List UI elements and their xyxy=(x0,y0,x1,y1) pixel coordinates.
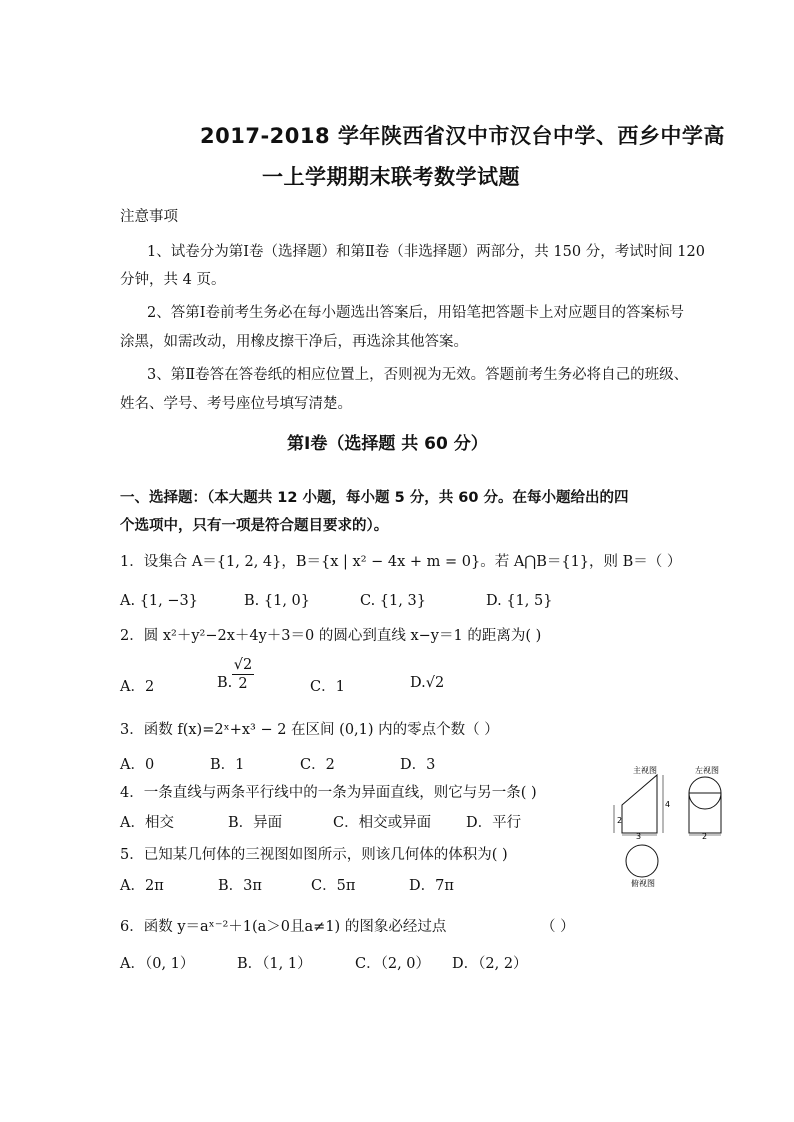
q2-option-a: A．2 xyxy=(120,679,155,695)
q2-option-b-fraction xyxy=(232,656,254,693)
side-view-label: 左视图 xyxy=(695,766,719,775)
front-view-shape xyxy=(622,775,657,833)
q3-option-a: A．0 xyxy=(120,757,155,773)
q1-option-a: A. {1, −3} xyxy=(120,593,198,609)
section1-line-1: 一、选择题：（本大题共 12 小题，每小题 5 分，共 60 分。在每小题给出的四 xyxy=(120,490,629,506)
section1-line-2: 个选项中，只有一项是符合题目要求的）。 xyxy=(120,518,389,534)
q6-option-b: B．（1, 1） xyxy=(237,956,312,972)
notice-item-3a: 3、第Ⅱ卷答在答卷纸的相应位置上，否则视为无效。答题前考生务必将自己的班级、 xyxy=(147,367,689,383)
q6-option-c: C．（2, 0） xyxy=(355,956,431,972)
q5-option-c: C．5π xyxy=(311,878,356,894)
q5-option-b: B．3π xyxy=(218,878,262,894)
q2-option-c: C．1 xyxy=(310,679,345,695)
q3-option-c: C．2 xyxy=(300,757,335,773)
top-view-circle xyxy=(626,845,658,877)
q4-option-d: D．平行 xyxy=(466,815,522,831)
q2-option-d: D.√2 xyxy=(410,675,445,691)
q3-option-d: D．3 xyxy=(400,757,436,773)
q2-stem: 2．圆 x²＋y²−2x＋4y＋3＝0 的圆心到直线 x−y＝1 的距离为( ) xyxy=(120,628,542,644)
notice-item-2b: 涂黑，如需改动，用橡皮擦干净后，再选涂其他答案。 xyxy=(120,334,468,350)
top-view-label: 俯视图 xyxy=(631,879,655,888)
title-line-1: 2017-2018 学年陕西省汉中市汉台中学、西乡中学高 xyxy=(200,124,725,148)
three-view-figure xyxy=(605,765,735,890)
notice-heading: 注意事项 xyxy=(120,209,178,225)
q1-option-b: B. {1, 0} xyxy=(244,593,310,609)
q6-option-a: A．（0, 1） xyxy=(120,956,195,972)
q5-option-d: D．7π xyxy=(409,878,454,894)
q3-option-b: B．1 xyxy=(210,757,245,773)
front-dim-4: 4 xyxy=(665,800,671,809)
q5-stem: 5．已知某几何体的三视图如图所示，则该几何体的体积为( ) xyxy=(120,847,508,863)
q4-option-a: A．相交 xyxy=(120,815,174,831)
q4-stem: 4．一条直线与两条平行线中的一条为异面直线，则它与另一条( ) xyxy=(120,785,537,801)
front-dim-2: 2 xyxy=(617,816,623,825)
q1-option-c: C. {1, 3} xyxy=(360,593,426,609)
q6-answer-blank: （ ） xyxy=(541,919,575,935)
q6-option-d: D．（2, 2） xyxy=(452,956,528,972)
q2-option-b-prefix: B. xyxy=(217,675,233,691)
notice-item-1b: 分钟，共 4 页。 xyxy=(120,272,226,288)
q1-option-d: D. {1, 5} xyxy=(486,593,553,609)
notice-item-1a: 1、试卷分为第Ⅰ卷（选择题）和第Ⅱ卷（非选择题）两部分，共 150 分，考试时间 120 xyxy=(147,244,705,260)
q4-option-b: B．异面 xyxy=(228,815,283,831)
notice-item-3b: 姓名、学号、考号座位号填写清楚。 xyxy=(120,396,352,412)
q2-option-b-numerator: √2 xyxy=(233,657,253,673)
front-view-label: 主视图 xyxy=(633,766,657,775)
front-dim-3: 3 xyxy=(636,832,642,841)
q1-stem: 1．设集合 A＝{1, 2, 4}，B＝{x | x² − 4x + m = 0}。若 A⋂B＝{1}，则 B＝（ ） xyxy=(120,554,682,570)
side-dim-2: 2 xyxy=(702,832,708,841)
notice-item-2a: 2、答第Ⅰ卷前考生务必在每小题选出答案后，用铅笔把答题卡上对应题目的答案标号 xyxy=(147,305,684,321)
q5-option-a: A．2π xyxy=(120,878,164,894)
part1-title: 第Ⅰ卷（选择题 共 60 分） xyxy=(287,434,488,454)
q3-stem: 3．函数 f(x)=2ˣ+x³ − 2 在区间 (0,1) 内的零点个数（ ） xyxy=(120,722,499,738)
q2-option-b-denominator: 2 xyxy=(238,676,248,692)
title-line-2: 一上学期期末联考数学试题 xyxy=(262,165,520,189)
q6-stem: 6．函数 y＝aˣ⁻²＋1(a＞0且a≠1) 的图象必经过点 xyxy=(120,919,447,935)
q4-option-c: C．相交或异面 xyxy=(333,815,432,831)
side-view-rect xyxy=(689,793,721,833)
